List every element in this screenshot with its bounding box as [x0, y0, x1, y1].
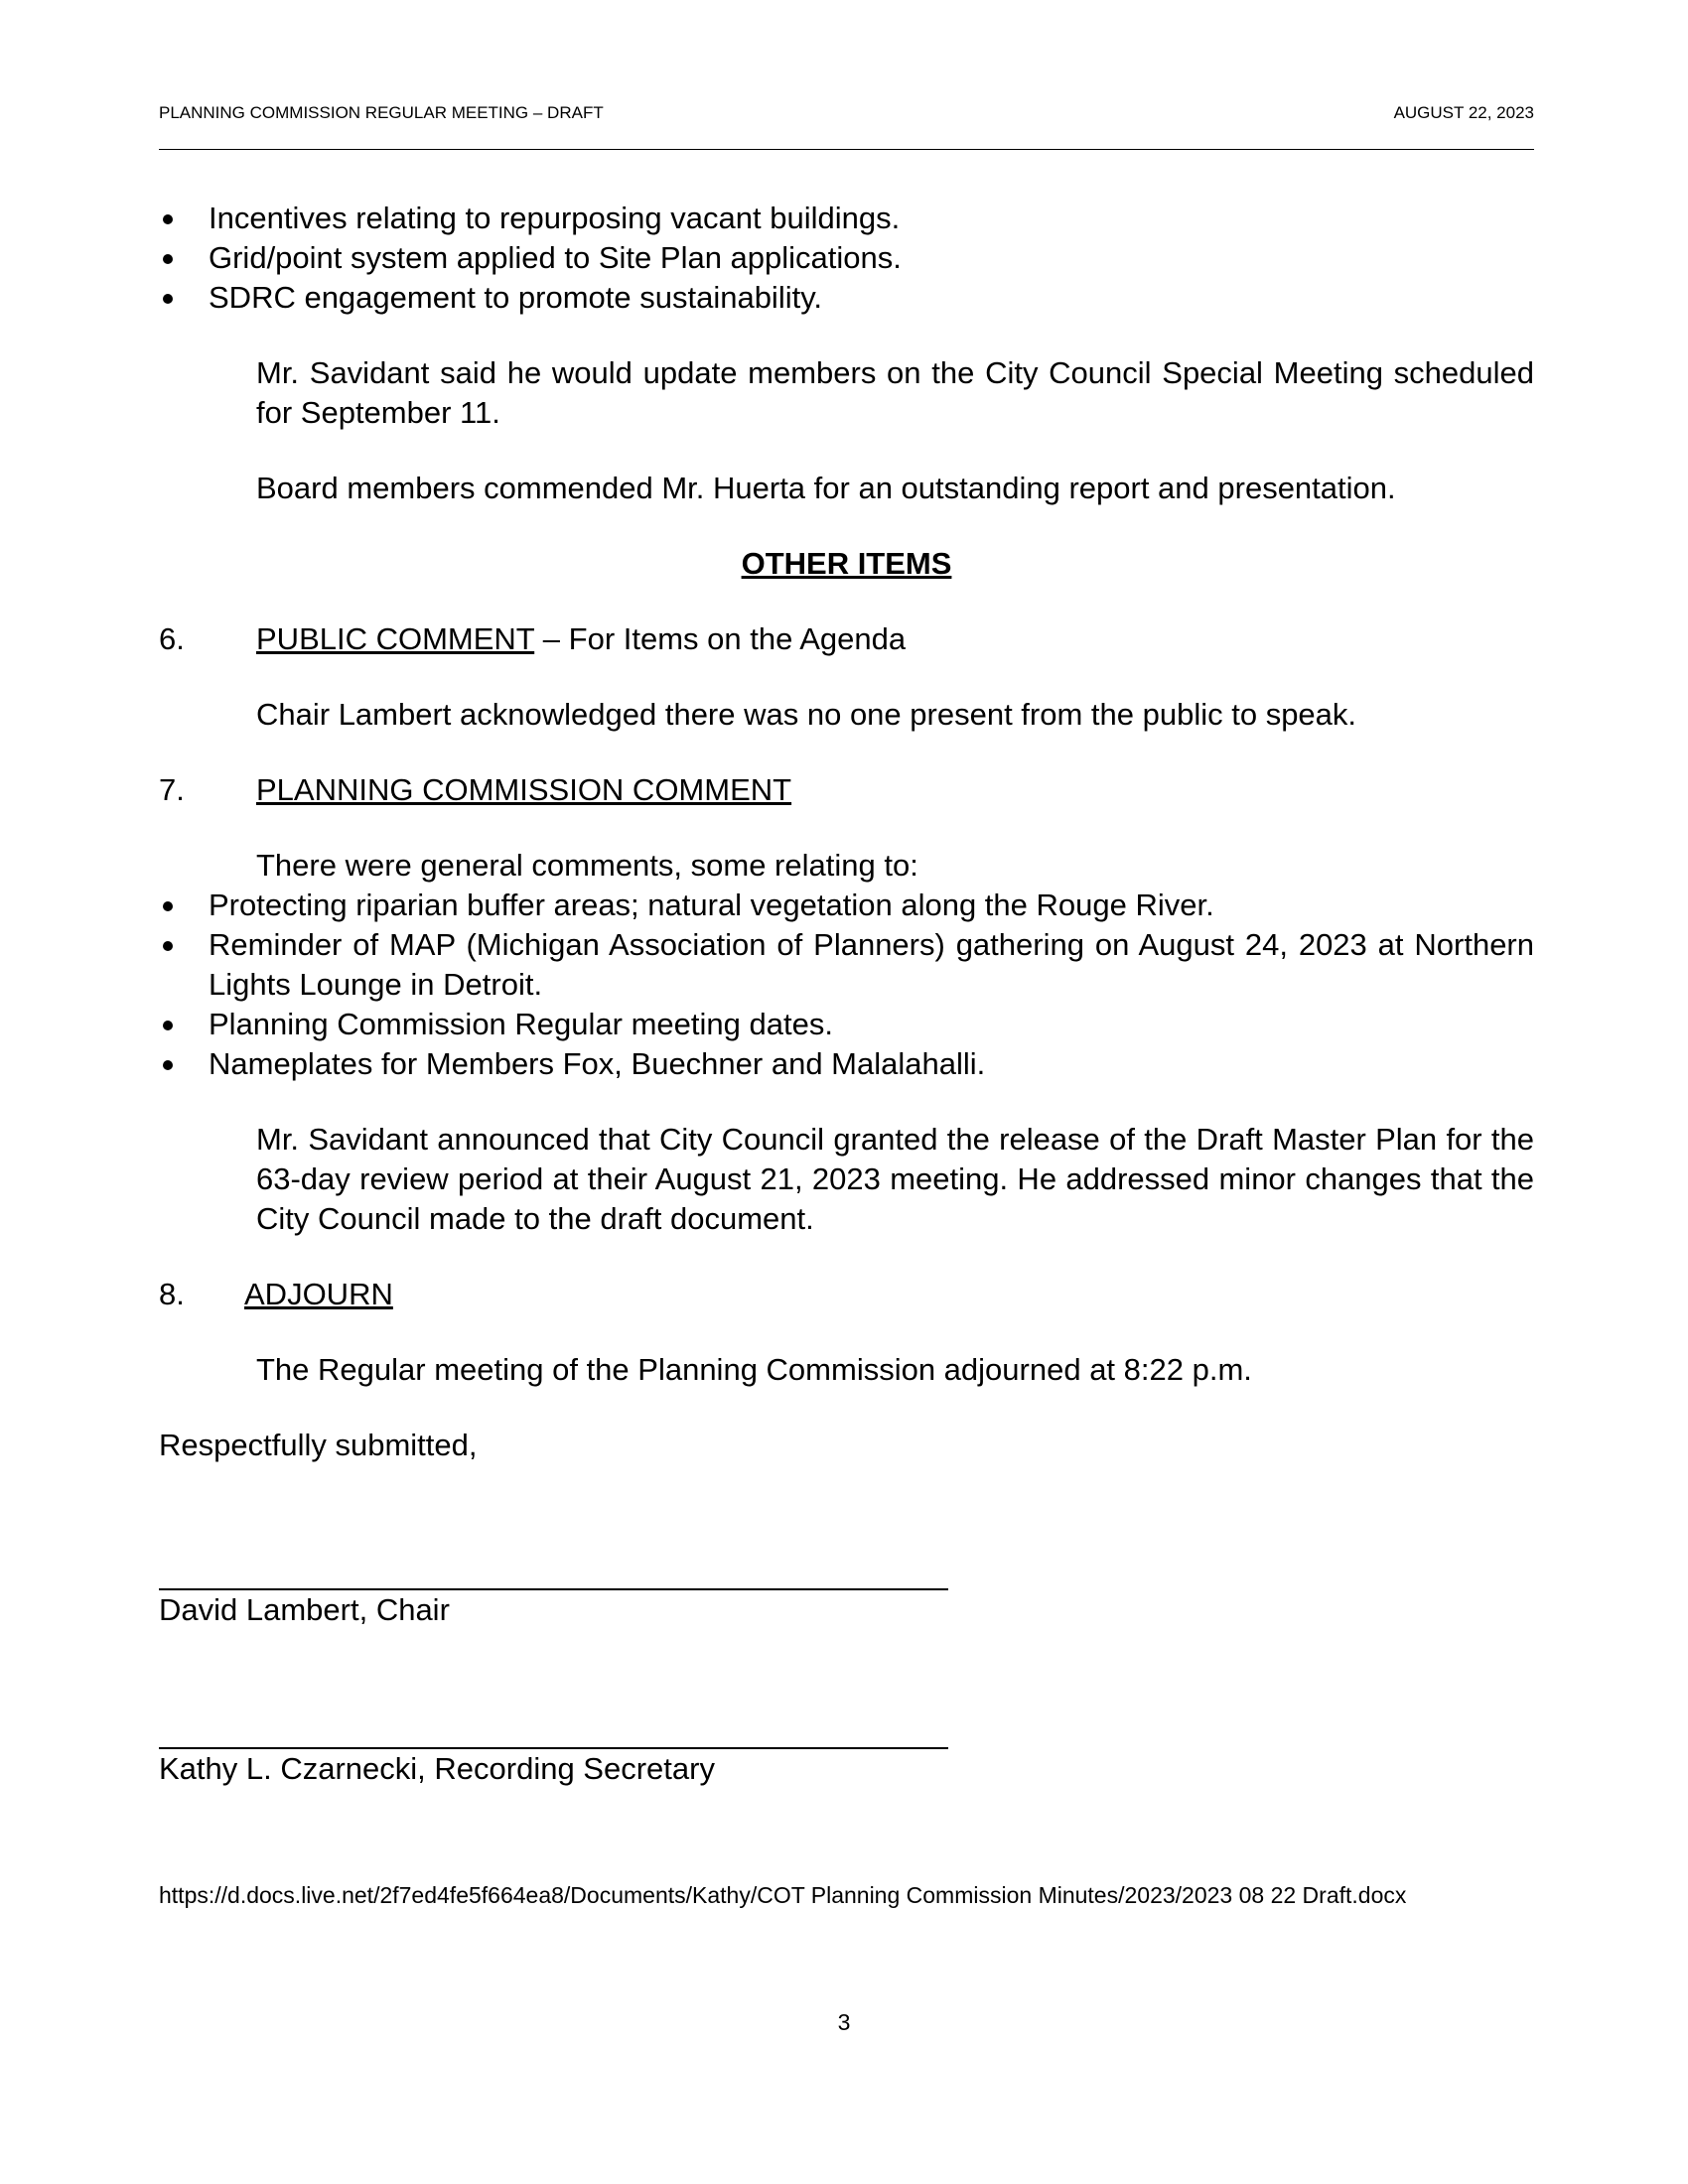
item-7-bullet-list: [159, 886, 1534, 1084]
item-8-heading: [159, 1275, 1534, 1314]
item-number: 8.: [159, 1277, 185, 1311]
intro-bullet-list: [159, 199, 1534, 318]
item-title: ADJOURN: [244, 1277, 393, 1311]
bullet-icon: [163, 294, 173, 304]
list-item: Grid/point system applied to Site Plan applications.: [159, 238, 1534, 278]
savidant-update-paragraph: Mr. Savidant said he would update members on the City Council Special Meeting scheduled for September 11.: [256, 355, 1534, 430]
list-item: Planning Commission Regular meeting dates.: [159, 1005, 1534, 1044]
list-item: Protecting riparian buffer areas; natural vegetation along the Rouge River.: [159, 886, 1534, 925]
item-6-body: Chair Lambert acknowledged there was no one present from the public to speak.: [256, 697, 1357, 732]
item-7-heading: [159, 770, 1534, 810]
commended-paragraph: Board members commended Mr. Huerta for an outstanding report and presentation.: [256, 471, 1396, 505]
page-header: [159, 103, 1534, 123]
header-date: AUGUST 22, 2023: [1393, 103, 1534, 122]
list-item: Nameplates for Members Fox, Buechner and Malalahalli.: [159, 1044, 1534, 1084]
other-items-heading: OTHER ITEMS: [741, 546, 952, 581]
bullet-icon: [163, 941, 173, 951]
list-item: Reminder of MAP (Michigan Association of Planners) gathering on August 24, 2023 at Northern Lights Lounge in Detroit.: [159, 925, 1534, 1005]
item-6-heading: [159, 619, 1534, 659]
list-item: SDRC engagement to promote sustainability.: [159, 278, 1534, 318]
bullet-icon: [163, 901, 173, 911]
header-divider: [159, 149, 1534, 150]
file-path: https://d.docs.live.net/2f7ed4fe5f664ea8/Documents/Kathy/COT Planning Commission Minutes/2023/2023 08 22 Draft.docx: [159, 1882, 1407, 1908]
bullet-icon: [163, 1021, 173, 1030]
item-number: 6.: [159, 621, 185, 656]
item-number: 7.: [159, 772, 185, 807]
header-title: PLANNING COMMISSION REGULAR MEETING – DRAFT: [159, 103, 604, 122]
bullet-icon: [163, 214, 173, 224]
bullet-icon: [163, 1060, 173, 1070]
signature-name-secretary: Kathy L. Czarnecki, Recording Secretary: [159, 1751, 715, 1786]
item-title: PUBLIC COMMENT: [256, 621, 535, 656]
closing-text: Respectfully submitted,: [159, 1428, 478, 1462]
item-8-body: The Regular meeting of the Planning Commission adjourned at 8:22 p.m.: [256, 1352, 1252, 1387]
document-body: [159, 199, 1534, 1789]
signature-name-chair: David Lambert, Chair: [159, 1592, 450, 1627]
list-item: Incentives relating to repurposing vacant buildings.: [159, 199, 1534, 238]
page-number: 3: [837, 2009, 851, 2035]
item-7-body: Mr. Savidant announced that City Council granted the release of the Draft Master Plan for the 63-day review period at their August 21, 2023 meeting. He addressed minor changes that the City Council made to the draft document.: [256, 1122, 1534, 1236]
item-title: PLANNING COMMISSION COMMENT: [256, 772, 792, 807]
item-7-intro: There were general comments, some relating to:: [256, 848, 918, 883]
item-title-suffix: – For Items on the Agenda: [534, 621, 907, 656]
bullet-icon: [163, 254, 173, 264]
